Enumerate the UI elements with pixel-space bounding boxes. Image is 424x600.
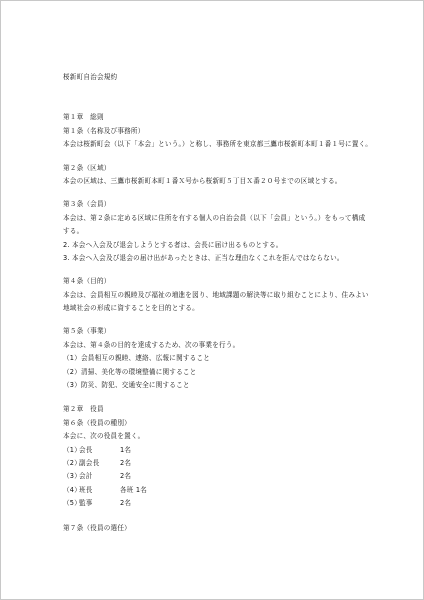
article-6-intro: 本会に、次の役員を置く。 bbox=[63, 432, 145, 441]
spacer bbox=[63, 152, 413, 162]
article-5-intro: 本会は、第４条の目的を達成するため、次の事業を行う。 bbox=[63, 340, 240, 349]
spacer bbox=[63, 392, 413, 403]
article-5-item: （3）防災、防犯、交通安全に関すること bbox=[63, 381, 190, 390]
chapter-1-heading: 第１章 総則 bbox=[63, 113, 104, 122]
spacer bbox=[63, 265, 413, 275]
article-3-text-line-2: する。 bbox=[63, 227, 84, 236]
article-2-heading: 第２条（区域） bbox=[63, 163, 111, 172]
article-5-item: （1）会員相互の親睦、連絡、広報に関すること bbox=[63, 354, 211, 363]
officer-role: 監事 bbox=[79, 499, 93, 508]
officer-role: 会計 bbox=[79, 472, 93, 481]
article-3-clause-2: 2. 本会へ入会及び退会しようとする者は、会長に届け出るものとする。 bbox=[63, 240, 283, 249]
spacer bbox=[63, 511, 413, 522]
document-body bbox=[63, 71, 413, 535]
officer-number: （3） bbox=[63, 472, 81, 481]
spacer bbox=[63, 315, 413, 325]
article-5-heading: 第５条（事業） bbox=[63, 327, 111, 336]
officer-role: 副会長 bbox=[79, 458, 100, 467]
officer-number: （1） bbox=[63, 445, 81, 454]
officer-row bbox=[63, 444, 413, 457]
article-2-text: 本会の区域は、三鷹市桜新町本町１番Ｘ号から桜新町５丁目Ｘ番２０号までの区域とする。 bbox=[63, 176, 342, 185]
officer-count: 各班 1名 bbox=[120, 485, 148, 494]
officer-role: 会長 bbox=[79, 445, 93, 454]
officer-row bbox=[63, 484, 413, 497]
article-4-heading: 第４条（目的） bbox=[63, 277, 111, 286]
officer-number: （2） bbox=[63, 458, 81, 467]
officer-row bbox=[63, 497, 413, 510]
article-6-heading: 第６条（役員の種別） bbox=[63, 418, 131, 427]
article-3-text-line-1: 本会は、第２条に定める区域に住所を有する個人の自治会員（以下「会員」という。）をもって構成 bbox=[63, 213, 366, 222]
article-4-text-line-2: 地域社会の形成に資することを目的とする。 bbox=[63, 304, 199, 313]
article-1-heading: 第１条（名称及び事務所） bbox=[63, 126, 145, 135]
article-3-heading: 第３条（会員） bbox=[63, 200, 111, 209]
officer-row bbox=[63, 470, 413, 483]
article-1-text: 本会は桜新町会（以下「本会」という。）と称し、事務所を東京都三鷹市桜新町本町１番１号に置く。 bbox=[63, 140, 373, 149]
article-5-item: （2）清掃、美化等の環境整備に関すること bbox=[63, 367, 197, 376]
officer-role: 班長 bbox=[79, 485, 93, 494]
officer-count: 1名 bbox=[120, 445, 132, 454]
officer-count: 2名 bbox=[120, 472, 132, 481]
article-4-text-line-1: 本会は、会員相互の親睦及び福祉の増進を図り、地域課題の解決等に取り組むことにより、住みよい bbox=[63, 290, 369, 299]
article-7-heading: 第７条（役員の選任） bbox=[63, 523, 131, 532]
officer-number: （4） bbox=[63, 485, 81, 494]
officer-count: 2名 bbox=[120, 499, 132, 508]
document-title: 桜新町自治会規約 bbox=[63, 73, 118, 81]
officer-row bbox=[63, 457, 413, 470]
officer-count: 2名 bbox=[120, 458, 132, 467]
spacer bbox=[63, 188, 413, 198]
chapter-2-heading: 第２章 役員 bbox=[63, 405, 104, 414]
officer-number: （5） bbox=[63, 499, 81, 508]
article-3-clause-3: 3. 本会へ入会及び退会の届け出があったときは、正当な理由なくこれを拒んではならない。 bbox=[63, 253, 344, 262]
